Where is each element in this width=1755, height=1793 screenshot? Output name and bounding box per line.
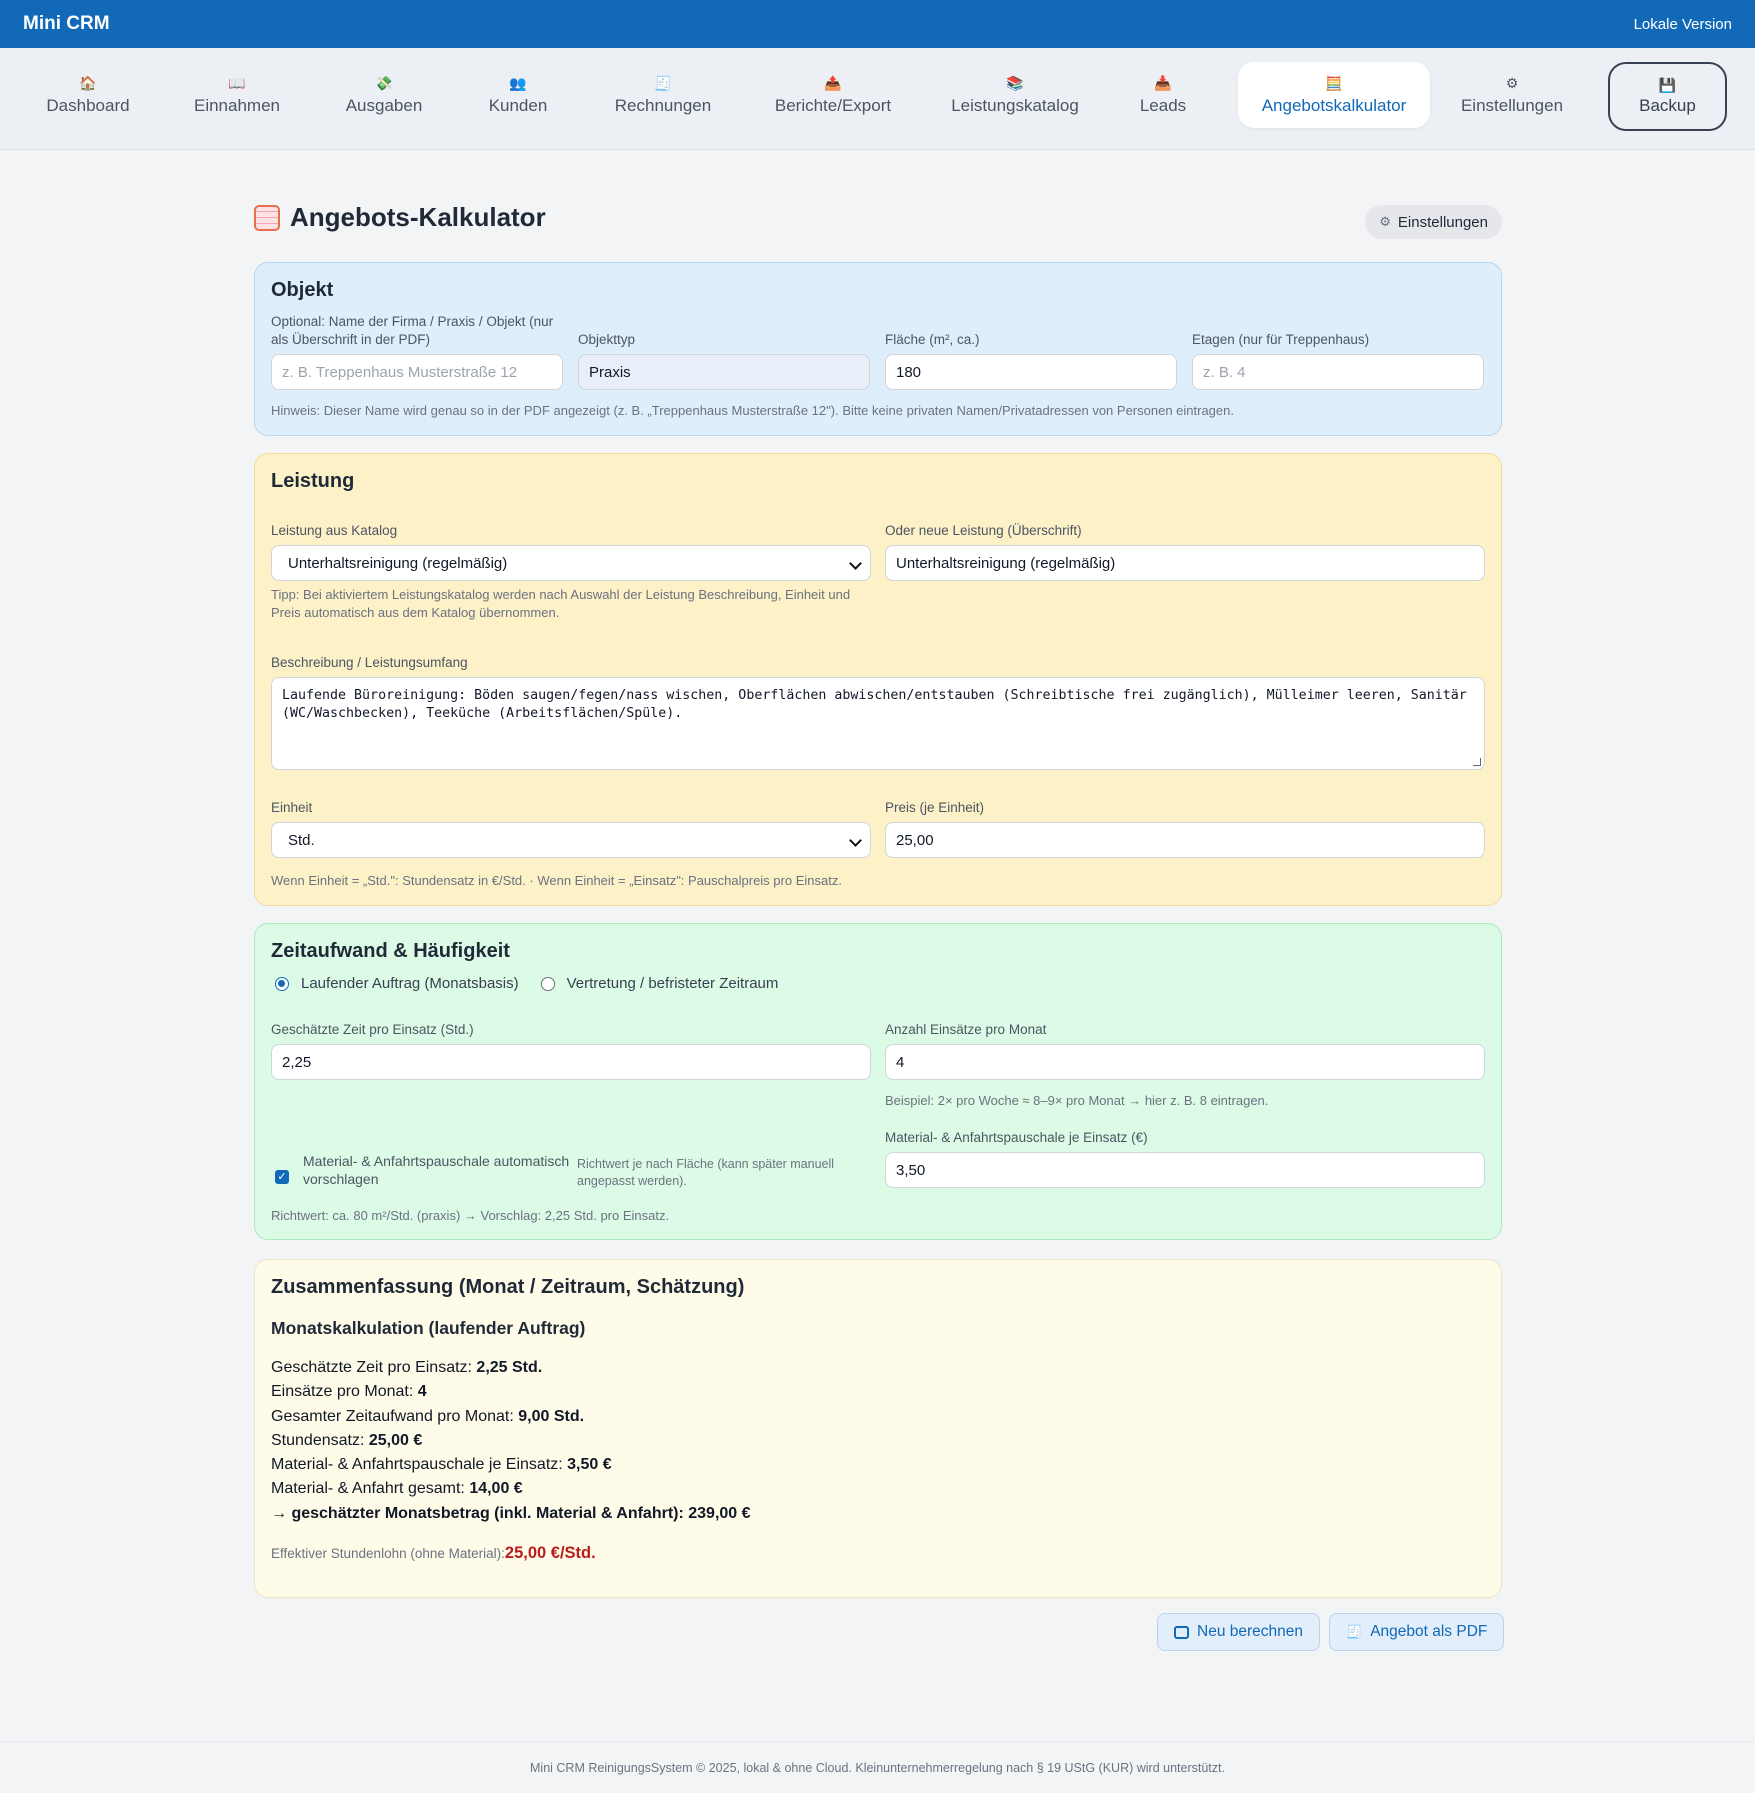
katalog-select-value: Unterhaltsreinigung (regelmäßig) — [288, 554, 508, 572]
summary-heading: Zusammenfassung (Monat / Zeitraum, Schätzung) — [271, 1276, 745, 1298]
neue-leistung-input[interactable]: Unterhaltsreinigung (regelmäßig) — [885, 545, 1485, 581]
summary-line-label: Geschätzte Zeit pro Einsatz: — [271, 1359, 477, 1376]
objekt-name-input[interactable]: z. B. Treppenhaus Musterstraße 12 — [271, 354, 563, 390]
summary-line-value: 14,00 € — [469, 1480, 523, 1498]
preis-input[interactable]: 25,00 — [885, 822, 1485, 858]
anzahl-label: Anzahl Einsätze pro Monat — [885, 1022, 1047, 1037]
summary-line — [271, 1429, 751, 1453]
objekttyp-field[interactable]: Praxis — [578, 354, 870, 390]
nav-einstellungen[interactable] — [1456, 62, 1568, 128]
richtwert-hint: Richtwert: ca. 80 m²/Std. (praxis) → Vorschlag: 2,25 Std. pro Einsatz. — [271, 1208, 670, 1223]
neu-berechnen-label: Neu berechnen — [1197, 1623, 1303, 1640]
summary-line-label: Material- & Anfahrtspauschale je Einsatz: — [271, 1456, 568, 1474]
angebot-pdf-button[interactable] — [1329, 1613, 1504, 1651]
zeit-input[interactable]: 2,25 — [271, 1044, 871, 1080]
floppy-disk-icon: 💾 — [1658, 77, 1677, 93]
auftragsart-radio-group — [275, 975, 778, 992]
nav-ausgaben[interactable] — [336, 62, 432, 128]
resize-handle[interactable] — [1473, 758, 1481, 766]
nav-kunden[interactable] — [478, 62, 558, 128]
summary-line-value: 3,50 € — [567, 1456, 612, 1474]
nav-label: Kunden — [488, 95, 548, 115]
nav-label: Leistungskatalog — [951, 95, 1079, 115]
summary-line — [271, 1380, 751, 1404]
angebot-pdf-label: Angebot als PDF — [1370, 1623, 1488, 1640]
page-title-text: Angebots-Kalkulator — [290, 202, 546, 232]
nav-leads[interactable] — [1130, 62, 1196, 128]
settings-button-label: Einstellungen — [1397, 213, 1488, 231]
footer — [0, 1741, 1755, 1793]
objekt-hint: Hinweis: Dieser Name wird genau so in der PDF angezeigt (z. B. „Treppenhaus Musterstraße 12"). Bitte keine privaten Namen/Privatadressen von Personen eintragen. — [271, 403, 1234, 418]
material-checkbox-label[interactable]: Material- & Anfahrtspauschale automatisch vorschlagen — [303, 1153, 570, 1187]
users-icon: 👥 — [509, 74, 527, 91]
summary-subheading: Monatskalkulation (laufender Auftrag) — [271, 1318, 586, 1338]
beschreibung-textarea[interactable] — [271, 677, 1485, 770]
footer-text: Mini CRM ReinigungsSystem © 2025, lokal & ohne Cloud. Kleinunternehmerregelung nach § 19 UStG (KUR) wird unterstützt. — [530, 1760, 1225, 1775]
nav-dashboard[interactable] — [36, 62, 140, 128]
einheit-select[interactable] — [271, 822, 871, 858]
nav-rechnungen[interactable] — [608, 62, 718, 128]
preis-label: Preis (je Einheit) — [885, 800, 985, 815]
summary-line-label: Einsätze pro Monat: — [271, 1383, 418, 1401]
refresh-icon — [1174, 1626, 1189, 1639]
abacus-icon: 🧮 — [1325, 74, 1343, 91]
books-icon: 📚 — [1006, 74, 1024, 91]
summary-lines — [271, 1356, 751, 1526]
summary-line-value: 2,25 Std. — [476, 1359, 543, 1376]
nav-label: Einnahmen — [193, 95, 280, 115]
summary-line — [271, 1477, 751, 1501]
summary-total: → geschätzter Monatsbetrag (inkl. Material & Anfahrt): 239,00 € — [271, 1504, 751, 1522]
nav-einnahmen[interactable] — [186, 62, 288, 128]
nav-leistungskatalog[interactable] — [946, 62, 1084, 128]
page-title — [254, 202, 546, 233]
beschreibung-label: Beschreibung / Leistungsumfang — [271, 655, 468, 670]
katalog-label: Leistung aus Katalog — [271, 523, 398, 538]
backup-label: Backup — [1639, 96, 1696, 115]
material-checkbox-hint: Richtwert je nach Fläche (kann später manuell angepasst werden). — [577, 1157, 835, 1188]
radio-vertretung[interactable] — [541, 977, 555, 991]
summary-line — [271, 1405, 751, 1429]
leistung-heading: Leistung — [271, 470, 355, 492]
nav-label: Rechnungen — [614, 95, 712, 115]
gear-icon: ⚙ — [1505, 74, 1519, 91]
summary-line-value: 25,00 € — [368, 1431, 423, 1449]
inbox-icon: 📥 — [1154, 74, 1172, 91]
objekt-section — [254, 262, 1502, 436]
document-icon: 🧾 — [1346, 1624, 1363, 1639]
nav-label: Berichte/Export — [774, 95, 892, 115]
top-bar — [0, 0, 1755, 48]
einheit-hint: Wenn Einheit = „Std.": Stundensatz in €/Std. · Wenn Einheit = „Einsatz": Pauschalpreis pro Einsatz. — [271, 873, 842, 888]
nav-label: Dashboard — [46, 95, 130, 115]
summary-line-value: 4 — [417, 1383, 427, 1401]
app-title: Mini CRM — [23, 13, 110, 34]
settings-button[interactable] — [1365, 205, 1502, 239]
nav-berichte-export[interactable] — [768, 62, 898, 128]
nav-label: Ausgaben — [345, 95, 423, 115]
einheit-label: Einheit — [271, 800, 313, 815]
gear-icon: ⚙ — [1379, 214, 1391, 229]
effektiv-label: Effektiver Stundenlohn (ohne Material): — [271, 1546, 505, 1561]
leistung-section — [254, 453, 1502, 906]
summary-line-label: Material- & Anfahrt gesamt: — [271, 1480, 470, 1498]
zeitaufwand-heading: Zeitaufwand & Häufigkeit — [271, 940, 510, 962]
summary-line — [271, 1356, 751, 1380]
neue-leistung-label: Oder neue Leistung (Überschrift) — [885, 523, 1082, 538]
nav-label: Angebotskalkulator — [1261, 95, 1407, 115]
calculator-icon — [254, 205, 280, 231]
backup-button[interactable] — [1608, 62, 1727, 131]
neu-berechnen-button[interactable] — [1157, 1613, 1320, 1651]
summary-line — [271, 1453, 751, 1477]
etagen-label: Etagen (nur für Treppenhaus) — [1192, 332, 1370, 347]
beschreibung-text: Laufende Büroreinigung: Böden saugen/fegen/nass wischen, Oberflächen abwischen/entstauben (Schreibtische frei zugänglich), Mülleimer leeren, Sanitär (WC/Waschbecken), Teeküche (Arbeitsflächen/Spüle). — [282, 688, 1467, 721]
effektiver-stundenlohn — [271, 1544, 596, 1563]
house-icon: 🏠 — [79, 74, 97, 91]
effektiv-value: 25,00 €/Std. — [504, 1544, 596, 1562]
objekt-heading: Objekt — [271, 279, 334, 301]
summary-line-label: Gesamter Zeitaufwand pro Monat: — [271, 1407, 519, 1425]
katalog-tipp: Tipp: Bei aktiviertem Leistungskatalog werden nach Auswahl der Leistung Beschreibung, Einheit und Preis automatisch aus dem Katalog übernommen. — [271, 587, 851, 620]
flaeche-input[interactable]: 180 — [885, 354, 1177, 390]
main-nav — [0, 48, 1755, 150]
material-checkbox[interactable]: ✓ — [275, 1170, 289, 1184]
receipt-icon: 🧾 — [654, 74, 672, 91]
book-icon: 📖 — [228, 74, 246, 91]
nav-label: Einstellungen — [1460, 95, 1564, 115]
version-label: Lokale Version — [1633, 15, 1732, 33]
radio-laufend[interactable] — [275, 977, 289, 991]
money-icon: 💸 — [375, 74, 393, 91]
nav-label: Leads — [1139, 95, 1187, 115]
summary-line-label: Stundensatz: — [271, 1431, 369, 1449]
export-icon: 📤 — [824, 74, 842, 91]
page-header — [254, 200, 1502, 240]
radio-vertretung-label[interactable]: Vertretung / befristeter Zeitraum — [566, 975, 779, 992]
einheit-select-value: Std. — [288, 831, 315, 849]
nav-angebotskalkulator[interactable] — [1238, 62, 1430, 128]
pauschale-label: Material- & Anfahrtspauschale je Einsatz (€) — [885, 1130, 1148, 1145]
pauschale-input[interactable]: 3,50 — [885, 1152, 1485, 1188]
zeit-label: Geschätzte Zeit pro Einsatz (Std.) — [271, 1022, 474, 1037]
anzahl-input[interactable]: 4 — [885, 1044, 1485, 1080]
summary-section — [254, 1259, 1502, 1598]
radio-laufend-label[interactable]: Laufender Auftrag (Monatsbasis) — [301, 975, 519, 992]
etagen-input[interactable]: z. B. 4 — [1192, 354, 1484, 390]
katalog-select[interactable] — [271, 545, 871, 581]
objekt-name-label: Optional: Name der Firma / Praxis / Objekt (nur als Überschrift in der PDF) — [271, 314, 554, 347]
anzahl-hint: Beispiel: 2× pro Woche ≈ 8–9× pro Monat → hier z. B. 8 eintragen. — [885, 1093, 1269, 1108]
summary-line-value: 9,00 Std. — [518, 1407, 585, 1425]
flaeche-label: Fläche (m², ca.) — [885, 332, 980, 347]
objekttyp-label: Objekttyp — [578, 332, 636, 347]
zeitaufwand-section — [254, 923, 1502, 1240]
